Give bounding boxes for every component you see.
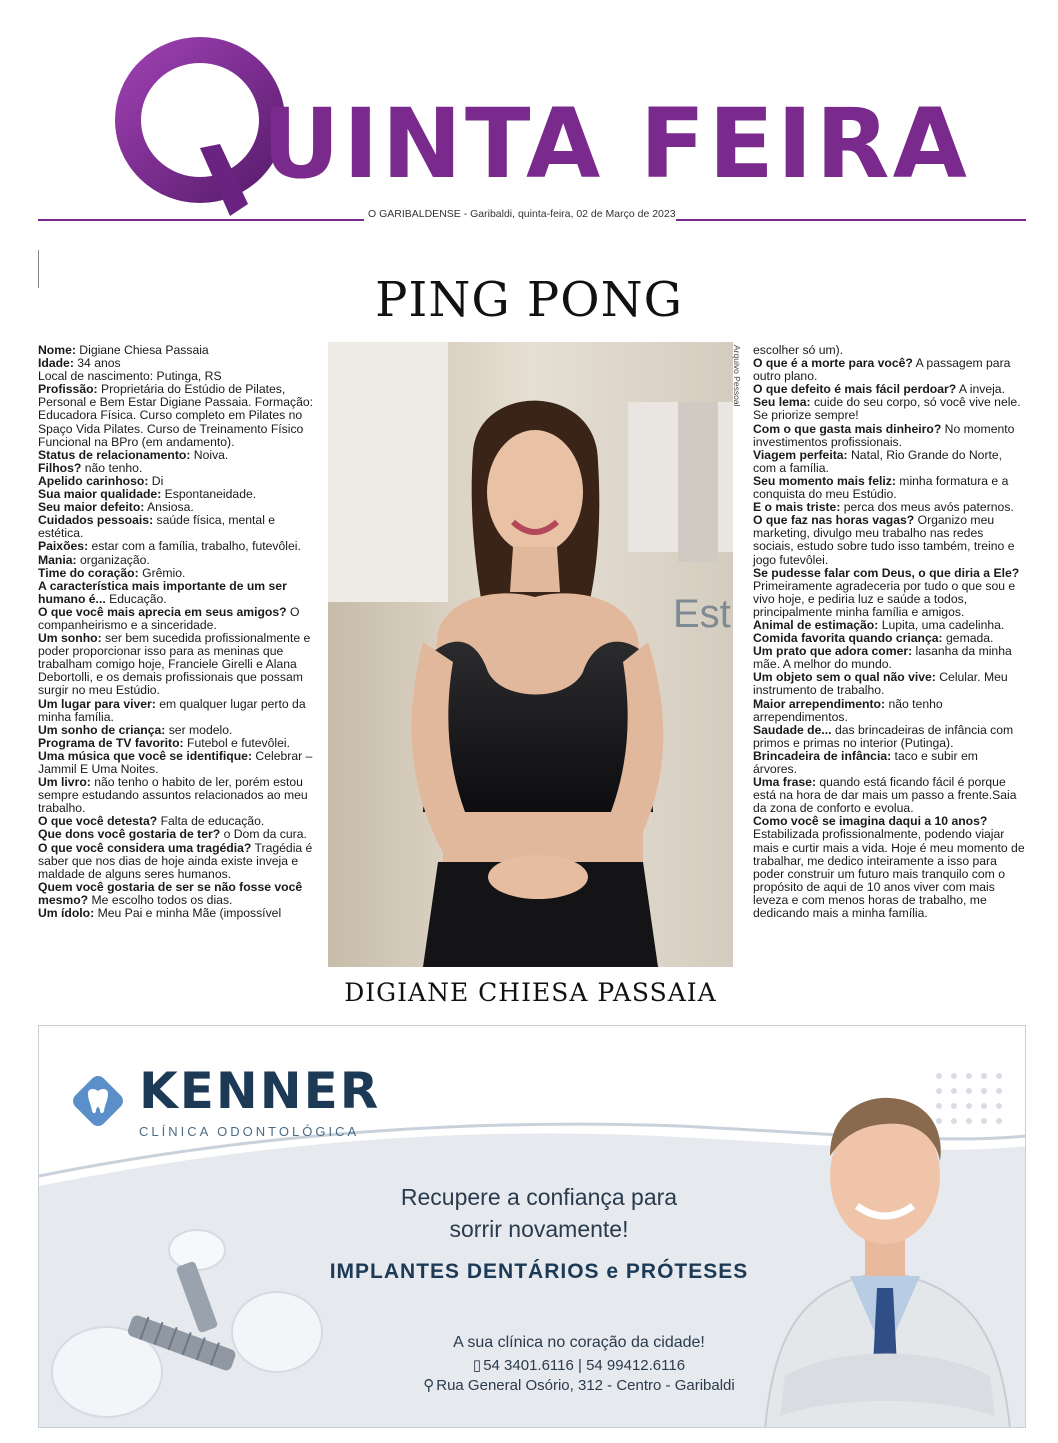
qa-answer: Local de nascimento: Putinga, RS [38, 369, 222, 384]
qa-entry [753, 671, 1025, 697]
qa-question: Profissão: [38, 382, 98, 397]
qa-answer: Lupita, uma cadelinha. [878, 617, 1005, 632]
qa-answer: organização. [76, 552, 150, 567]
dental-implant-illustration [47, 1222, 337, 1422]
qa-answer: Digiane Chiesa Passaia [75, 343, 209, 357]
ad-brand-name: KENNER [139, 1062, 381, 1120]
qa-answer: Me escolho todos os dias. [88, 892, 233, 907]
qa-question: Time do coração: [38, 565, 139, 580]
qa-entry [38, 514, 318, 540]
qa-entry [753, 475, 1025, 501]
qa-entry [38, 881, 318, 907]
qa-question: Viagem perfeita: [753, 447, 848, 462]
qa-answer: No momento investimentos profissionais. [753, 421, 1015, 449]
ad-headline-line-1: Recupere a confiança para [400, 1184, 678, 1210]
qa-answer: A passagem para outro plano. [753, 356, 1011, 384]
qa-question: O que faz nas horas vagas? [753, 513, 915, 528]
qa-answer: Primeiramente agradeceria por tudo o que sou e vivo hoje, e pediria luz e saúde a todos, principalmente minha família e amigos. [753, 578, 1016, 619]
qa-answer: saúde física, mental e estética. [38, 513, 276, 541]
qa-question: Como você se imagina daqui a 10 anos? [753, 814, 988, 829]
qa-question: Um prato que adora comer: [753, 644, 913, 659]
qa-question: Idade: [38, 356, 74, 371]
dateline: O GARIBALDENSE - Garibaldi, quinta-feira, 02 de Março de 2023 [368, 208, 676, 220]
qa-answer: estar com a família, trabalho, futevôlei. [88, 539, 301, 554]
qa-question: Um ídolo: [38, 906, 95, 921]
qa-question: Filhos? [38, 460, 82, 475]
qa-entry [753, 514, 1025, 566]
photo-caption: DIGIANE CHIESA PASSAIA [344, 978, 717, 1007]
qa-question: Um objeto sem o qual não vive: [753, 670, 936, 685]
ad-phone-numbers[interactable]: 54 3401.6116 | 54 99412.6116 [483, 1357, 686, 1374]
qa-answer: Grêmio. [138, 565, 186, 580]
qa-question: Que dons você gostaria de ter? [38, 827, 221, 842]
qa-answer: Estabilizada profissionalmente, podendo viajar mais e curtir mais a vida. Hoje é meu momento de trabalhar, me dedico inteiramente a isso para poder construir um futuro mais tranquilo com o propósito de aqui de 10 anos viver com mais leveza e com menos horas de trabalho, me dedicando mais a minha família. [753, 827, 1025, 921]
qa-answer: Falta de educação. [157, 814, 265, 829]
qa-entry [753, 645, 1025, 671]
qa-answer: lasanha da minha mãe. A melhor do mundo. [753, 644, 1012, 672]
qa-question: Quem você gostaria de ser se não fosse você mesmo? [38, 879, 303, 907]
qa-entry [753, 698, 1025, 724]
masthead-title: UINTA FEIRA [262, 88, 970, 200]
tooth-logo-icon [67, 1070, 129, 1132]
qa-entry [38, 580, 318, 606]
qa-entry [38, 698, 318, 724]
qa-entry [753, 750, 1025, 776]
qa-answer: perca dos meus avós paternos. [840, 500, 1014, 515]
qa-answer: O companheirismo e a sinceridade. [38, 604, 300, 632]
qa-entry [753, 357, 1025, 383]
qa-entry [753, 423, 1025, 449]
ad-brand-subtitle: CLÍNICA ODONTOLÓGICA [139, 1124, 360, 1139]
qa-question: Um lugar para viver: [38, 696, 156, 711]
qa-answer: A inveja. [956, 382, 1005, 397]
qa-answer: Proprietária do Estúdio de Pilates, Personal e Bem Estar Digiane Passaia. Formação: Educadora Física. Curso completo em Pilates no Spaço Vida Pilates. Curso de Treinamento Físico Funcional na BPro (em andamento). [38, 382, 314, 449]
qa-entry [753, 567, 1025, 619]
qa-entry [38, 750, 318, 776]
qa-answer: escolher só um). [753, 343, 844, 357]
qa-answer: Tragédia é saber que nos dias de hoje ainda existe inveja e maldade de alguns seres humanos. [38, 840, 313, 881]
qa-entry [753, 724, 1025, 750]
qa-question: Brincadeira de infância: [753, 748, 892, 763]
masthead-rule-right [676, 219, 1026, 221]
qa-entry [38, 776, 318, 815]
qa-entry [753, 776, 1025, 815]
qa-entry [753, 815, 1025, 920]
qa-answer: não tenho arrependimentos. [753, 696, 943, 724]
qa-answer: Espontaneidade. [161, 487, 257, 502]
qa-question: O que defeito é mais fácil perdoar? [753, 382, 957, 397]
ad-address[interactable]: Rua General Osório, 312 - Centro - Garibaldi [436, 1377, 735, 1394]
qa-question: O que é a morte para você? [753, 356, 913, 371]
qa-answer: não tenho. [81, 460, 143, 475]
qa-question: Comida favorita quando criança: [753, 631, 943, 646]
qa-answer: Ansiosa. [144, 500, 194, 515]
qa-answer: o Dom da cura. [220, 827, 307, 842]
qa-question: Programa de TV favorito: [38, 735, 184, 750]
qa-question: Com o que gasta mais dinheiro? [753, 421, 942, 436]
qa-entry [753, 449, 1025, 475]
qa-answer: 34 anos [73, 356, 121, 371]
qa-answer: Educação. [105, 591, 167, 606]
qa-answer: das brincadeiras de infância com primos e primas no interior (Putinga). [753, 722, 1014, 750]
masthead [0, 0, 1058, 230]
right-column [753, 344, 1025, 920]
qa-question: A característica mais importante de um ser humano é... [38, 578, 287, 606]
wall-text: Est [673, 592, 731, 636]
qa-answer: Natal, Rio Grande do Norte, com a família. [753, 447, 1003, 475]
qa-answer: Celebrar – Jammil E Uma Noites. [38, 748, 313, 776]
qa-question: Um sonho: [38, 631, 102, 646]
qa-question: Paixões: [38, 539, 89, 554]
qa-answer: Di [148, 473, 164, 488]
qa-answer: Meu Pai e minha Mãe (impossível [94, 906, 282, 921]
qa-question: Seu lema: [753, 395, 811, 410]
qa-question: Seu momento mais feliz: [753, 473, 896, 488]
masthead-rule-left [38, 219, 364, 221]
qa-question: Nome: [38, 343, 76, 357]
qa-question: Se pudesse falar com Deus, o que diria a Ele? [753, 565, 1020, 580]
qa-answer: taco e subir em árvores. [753, 748, 978, 776]
qa-question: Animal de estimação: [753, 617, 879, 632]
qa-entry [38, 842, 318, 881]
qa-question: Mania: [38, 552, 77, 567]
qa-answer: minha formatura e a conquista do meu Estúdio. [753, 473, 1009, 502]
qa-question: Cuidados pessoais: [38, 513, 154, 528]
qa-question: Saudade de... [753, 722, 832, 737]
ad-tagline: A sua clínica no coração da cidade! [453, 1334, 705, 1351]
phone-icon: ▯ [472, 1357, 482, 1374]
qa-question: Uma música que você se identifique: [38, 748, 253, 763]
qa-question: Um livro: [38, 775, 91, 790]
qa-question: Status de relacionamento: [38, 447, 191, 462]
left-column [38, 344, 318, 920]
qa-question: Sua maior qualidade: [38, 487, 162, 502]
qa-entry [38, 606, 318, 632]
kenner-advertisement[interactable] [38, 1025, 1026, 1428]
section-title: PING PONG [375, 272, 683, 328]
qa-answer: ser bem sucedida profissionalmente e poder proporcionar isso para as meninas que trabalham comigo hoje, Franciele Girelli e Alana Debortolli, e os demais profissionais que possam surgir no meu Estúdio. [38, 631, 311, 698]
qa-answer: Futebol e futevôlei. [183, 735, 290, 750]
qa-question: Maior arrependimento: [753, 696, 886, 711]
qa-question: Uma frase: [753, 775, 816, 790]
qa-entry [38, 632, 318, 697]
qa-question: Apelido carinhoso: [38, 473, 149, 488]
location-pin-icon: ⚲ [423, 1377, 435, 1394]
qa-entry [753, 396, 1025, 422]
qa-answer: Organizo meu marketing, divulgo meu trabalho nas redes sociais, estudo sobre tudo isso também, treino e jogo futevôlei. [753, 513, 1015, 567]
qa-answer: ser modelo. [165, 722, 233, 737]
qa-entry [38, 383, 318, 448]
qa-answer: não tenho o habito de ler, porém estou sempre estudando assuntos relacionados ao meu trabalho. [38, 775, 308, 816]
dentist-portrait [745, 1026, 1026, 1428]
ad-service-line: IMPLANTES DENTÁRIOS e PRÓTESES [329, 1260, 749, 1283]
qa-question: E o mais triste: [753, 500, 841, 515]
qa-question: Seu maior defeito: [38, 500, 145, 515]
qa-question: O que você detesta? [38, 814, 158, 829]
qa-question: O que você mais aprecia em seus amigos? [38, 604, 287, 619]
photo-credit: Arquivo Pessoal [732, 345, 742, 407]
qa-answer: Noiva. [190, 447, 229, 462]
qa-answer: cuide do seu corpo, só você vive nele. Se priorize sempre! [753, 395, 1021, 423]
qa-answer: Celular. Meu instrumento de trabalho. [753, 670, 1008, 698]
portrait-photo [328, 342, 733, 967]
qa-question: Um sonho de criança: [38, 722, 166, 737]
qa-answer: em qualquer lugar perto da minha família. [38, 696, 306, 724]
qa-question: O que você considera uma tragédia? [38, 840, 252, 855]
qa-answer: gemada. [942, 631, 994, 646]
qa-answer: quando está ficando fácil é porque está na hora de dar mais um passo a frente.Saia da zona de conforto e evolua. [753, 775, 1017, 816]
qa-entry [38, 907, 318, 920]
ad-headline-line-2: sorrir novamente! [449, 1216, 629, 1242]
